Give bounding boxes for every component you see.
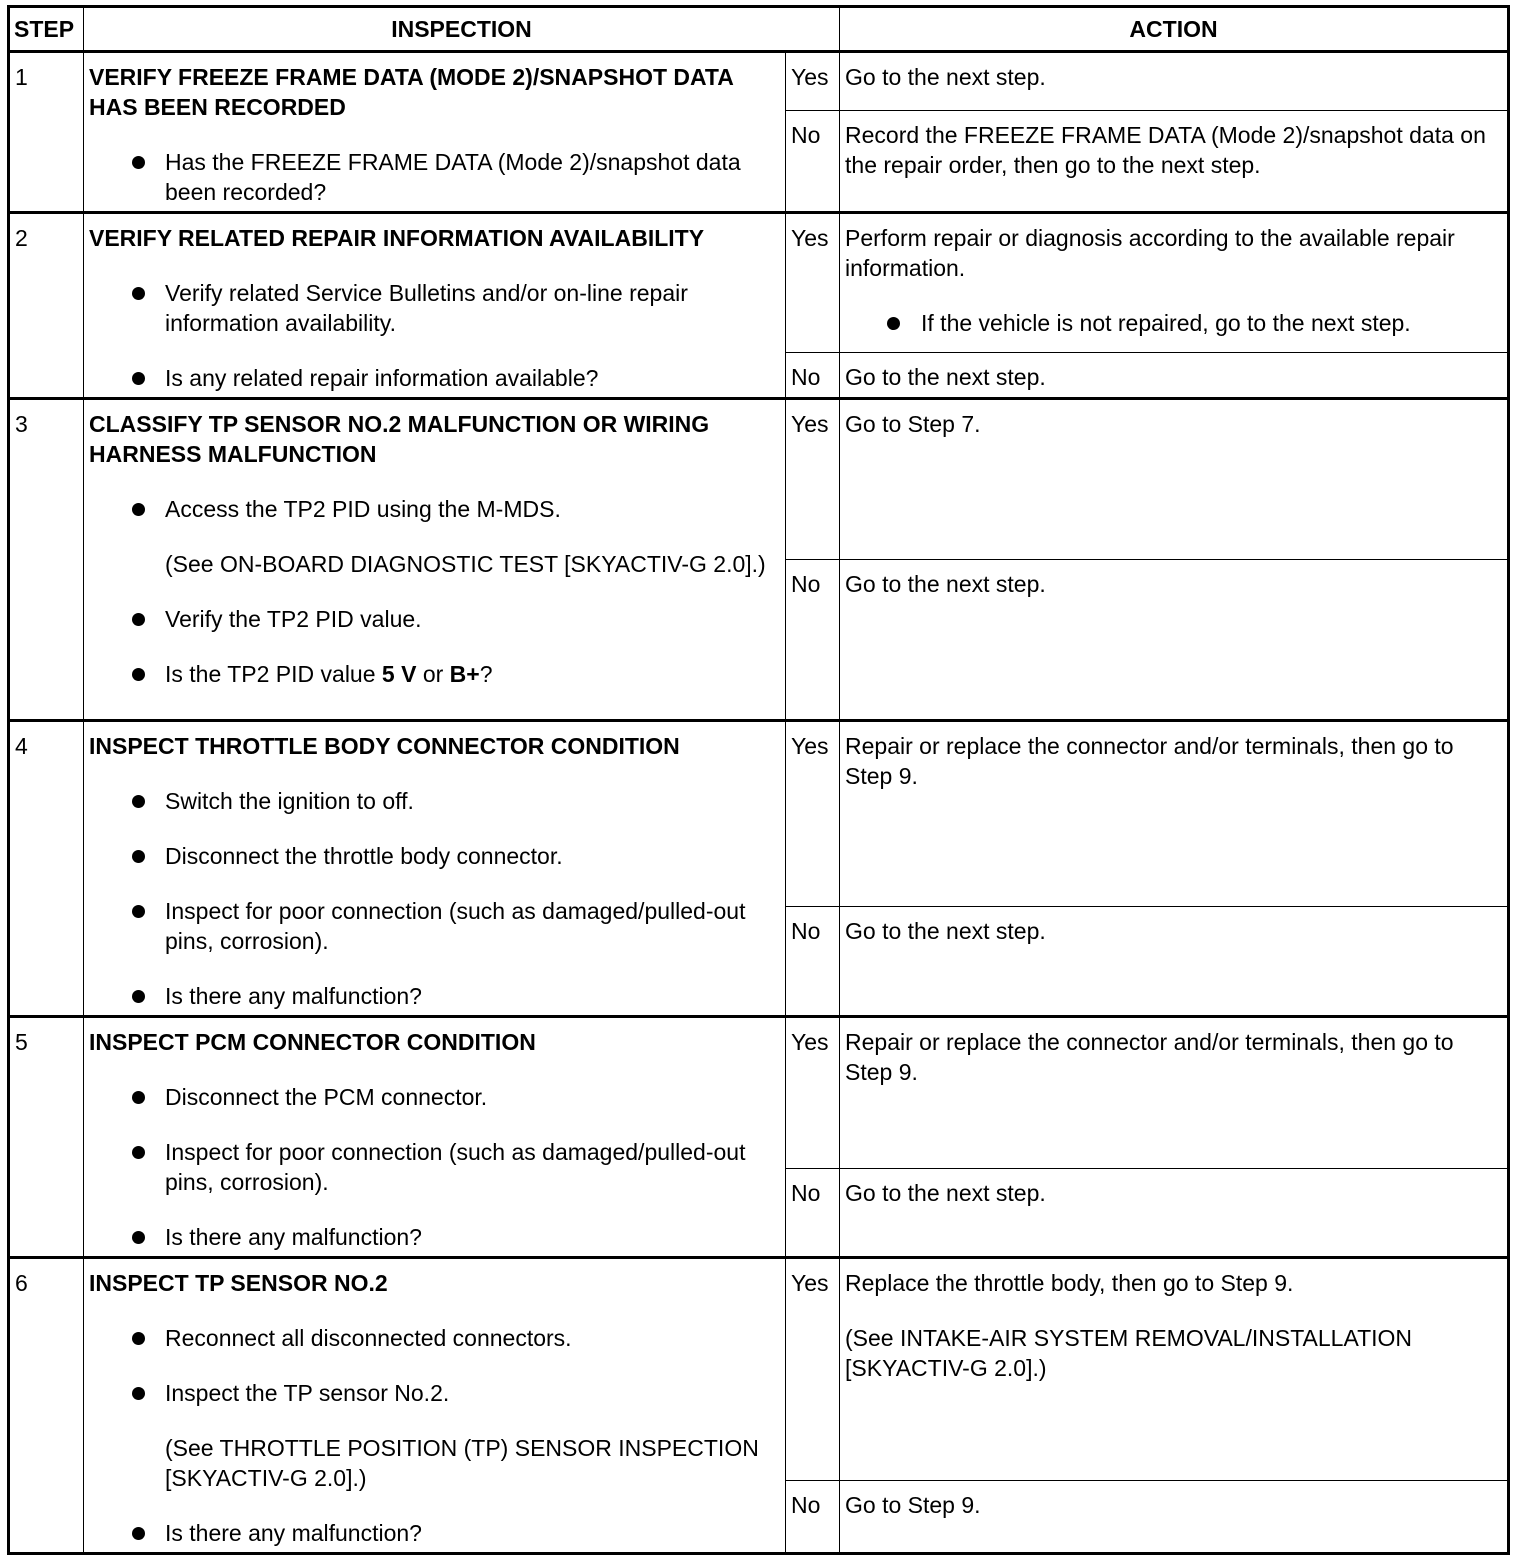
no-action: Go to the next step.	[840, 1168, 1509, 1257]
inspection-list	[89, 278, 780, 393]
step-number: 1	[9, 52, 84, 213]
inspection-reference: (See THROTTLE POSITION (TP) SENSOR INSPECTION [SKYACTIV-G 2.0].)	[165, 1435, 759, 1491]
inspection-item: Is there any malfunction?	[89, 1518, 780, 1548]
inspection-item: Is any related repair information available?	[89, 363, 780, 393]
no-label: No	[786, 1480, 840, 1553]
inspection-list	[89, 1082, 780, 1252]
inspection-item: Is the TP2 PID value 5 V or B+?	[89, 659, 780, 689]
inspection-list	[89, 147, 780, 207]
inspection-list	[89, 494, 780, 689]
yes-action: Go to Step 7.	[840, 399, 1509, 560]
inspection-cell	[84, 1017, 786, 1258]
inspection-item: Inspect for poor connection (such as damaged/pulled-out pins, corrosion).	[89, 1137, 780, 1197]
table-row	[9, 52, 1509, 111]
inspection-item: Has the FREEZE FRAME DATA (Mode 2)/snapshot data been recorded?	[89, 147, 780, 207]
yes-label: Yes	[786, 52, 840, 111]
table-row	[9, 721, 1509, 907]
step-header: STEP	[9, 7, 84, 52]
inspection-title: INSPECT THROTTLE BODY CONNECTOR CONDITION	[89, 733, 680, 759]
inspection-title: INSPECT TP SENSOR NO.2	[89, 1270, 388, 1296]
yes-label: Yes	[786, 1017, 840, 1169]
yes-action: Perform repair or diagnosis according to the available repair information.	[845, 225, 1455, 281]
inspection-item: Verify related Service Bulletins and/or on-line repair information availability.	[89, 278, 780, 338]
yes-action: Repair or replace the connector and/or terminals, then go to Step 9.	[840, 721, 1509, 907]
step-number: 5	[9, 1017, 84, 1258]
yes-label: Yes	[786, 213, 840, 353]
inspection-title: VERIFY RELATED REPAIR INFORMATION AVAILABILITY	[89, 225, 705, 251]
inspection-list	[89, 1323, 780, 1548]
inspection-item: Verify the TP2 PID value.	[89, 604, 780, 634]
yes-label: Yes	[786, 721, 840, 907]
yes-label: Yes	[786, 399, 840, 560]
inspection-cell	[84, 721, 786, 1017]
no-action: Go to the next step.	[840, 907, 1509, 1017]
no-label: No	[786, 1168, 840, 1257]
inspection-list	[89, 786, 780, 1011]
inspection-item: Disconnect the PCM connector.	[89, 1082, 780, 1112]
table-header	[9, 7, 1509, 52]
step-number: 4	[9, 721, 84, 1017]
table-row	[9, 1258, 1509, 1481]
no-action: Record the FREEZE FRAME DATA (Mode 2)/snapshot data on the repair order, then go to the next step.	[840, 111, 1509, 213]
yes-action: Replace the throttle body, then go to Step 9.	[845, 1270, 1294, 1296]
inspection-cell	[84, 52, 786, 213]
step-number: 3	[9, 399, 84, 721]
yes-action-cell	[840, 1258, 1509, 1481]
inspection-item: Access the TP2 PID using the M-MDS.	[89, 494, 780, 524]
no-action: Go to Step 9.	[840, 1480, 1509, 1553]
inspection-item: Is there any malfunction?	[89, 1222, 780, 1252]
inspection-cell	[84, 1258, 786, 1554]
inspection-item: Disconnect the throttle body connector.	[89, 841, 780, 871]
no-label: No	[786, 353, 840, 399]
yes-label: Yes	[786, 1258, 840, 1481]
action-reference: (See INTAKE-AIR SYSTEM REMOVAL/INSTALLATION [SKYACTIV-G 2.0].)	[845, 1325, 1413, 1381]
table-row	[9, 213, 1509, 353]
table-row	[9, 1017, 1509, 1169]
no-label: No	[786, 111, 840, 213]
yes-action-cell	[840, 213, 1509, 353]
step-number: 6	[9, 1258, 84, 1554]
inspection-reference: (See ON-BOARD DIAGNOSTIC TEST [SKYACTIV-G 2.0].)	[165, 551, 766, 577]
inspection-cell	[84, 213, 786, 399]
action-list	[845, 308, 1502, 338]
action-header: ACTION	[840, 7, 1509, 52]
inspection-cell	[84, 399, 786, 721]
action-item: If the vehicle is not repaired, go to the next step.	[845, 308, 1502, 338]
inspection-item: Is there any malfunction?	[89, 981, 780, 1011]
yes-action: Go to the next step.	[840, 52, 1509, 111]
inspection-title: INSPECT PCM CONNECTOR CONDITION	[89, 1029, 536, 1055]
inspection-item: Switch the ignition to off.	[89, 786, 780, 816]
step-number: 2	[9, 213, 84, 399]
diagnostic-table	[7, 5, 1510, 1555]
inspection-header: INSPECTION	[84, 7, 840, 52]
no-action: Go to the next step.	[840, 353, 1509, 399]
no-label: No	[786, 560, 840, 721]
no-action: Go to the next step.	[840, 560, 1509, 721]
inspection-item: Inspect the TP sensor No.2.	[89, 1378, 780, 1408]
inspection-item: Reconnect all disconnected connectors.	[89, 1323, 780, 1353]
table-row	[9, 399, 1509, 560]
inspection-title: VERIFY FREEZE FRAME DATA (MODE 2)/SNAPSHOT DATA HAS BEEN RECORDED	[89, 64, 734, 120]
yes-action: Repair or replace the connector and/or terminals, then go to Step 9.	[840, 1017, 1509, 1169]
no-label: No	[786, 907, 840, 1017]
inspection-item: Inspect for poor connection (such as damaged/pulled-out pins, corrosion).	[89, 896, 780, 956]
inspection-title: CLASSIFY TP SENSOR NO.2 MALFUNCTION OR WIRING HARNESS MALFUNCTION	[89, 411, 710, 467]
